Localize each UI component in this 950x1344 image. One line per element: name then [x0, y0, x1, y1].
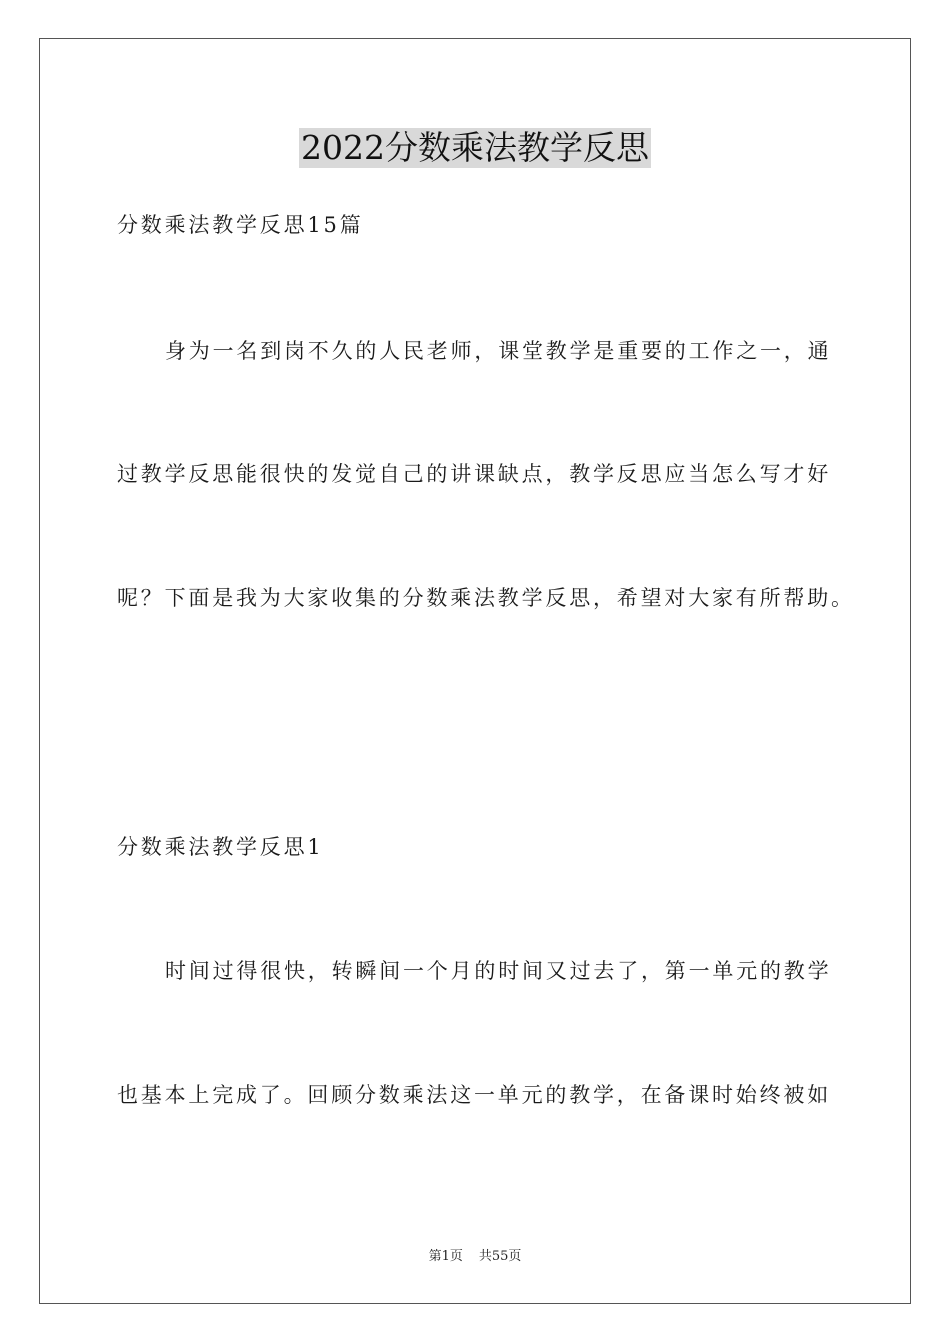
paragraph-line: 身为一名到岗不久的人民老师，课堂教学是重要的工作之一，通 [165, 339, 832, 363]
title-container [0, 128, 950, 168]
page-number: 第1页 [428, 1249, 463, 1264]
page-total: 共55页 [478, 1249, 522, 1264]
paragraph-line: 过教学反思能很快的发觉自己的讲课缺点，教学反思应当怎么写才好 [117, 462, 831, 486]
paragraph-line: 时间过得很快，转瞬间一个月的时间又过去了，第一单元的教学 [165, 959, 832, 983]
paragraph-line: 也基本上完成了。回顾分数乘法这一单元的教学，在备课时始终被如 [117, 1083, 831, 1107]
section-heading: 分数乘法教学反思1 [117, 835, 324, 859]
paragraph-line: 呢？下面是我为大家收集的分数乘法教学反思，希望对大家有所帮助。 [117, 586, 855, 610]
document-title: 2022分数乘法教学反思 [301, 128, 649, 167]
document-subtitle: 分数乘法教学反思15篇 [117, 213, 364, 237]
page-footer [0, 1248, 950, 1266]
